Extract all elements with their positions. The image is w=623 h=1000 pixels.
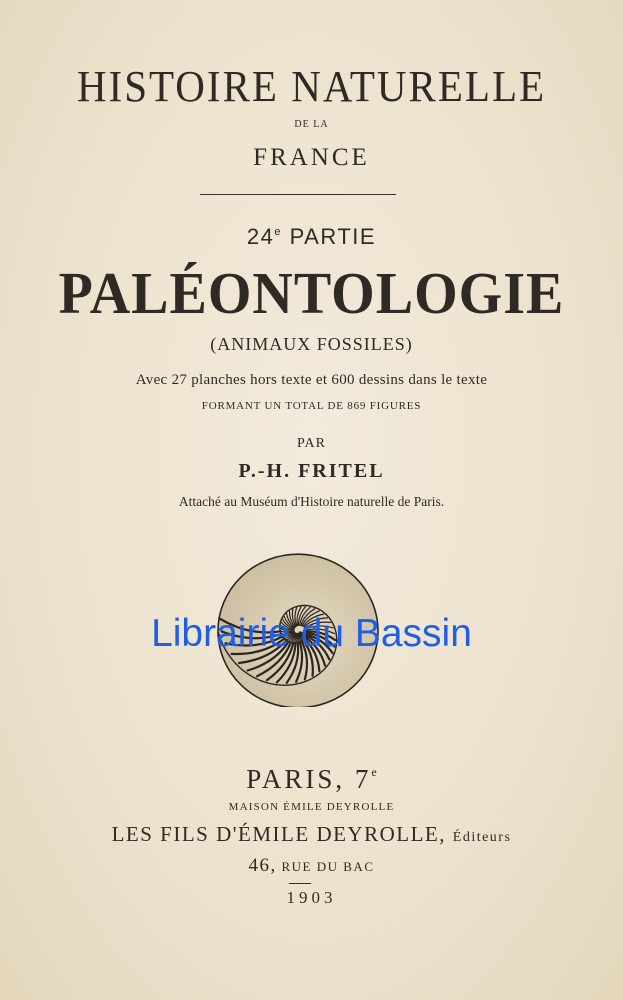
- publisher-role: Éditeurs: [452, 830, 512, 845]
- plates-description: Avec 27 planches hors texte et 600 dessins dans le texte: [135, 372, 488, 388]
- city-suffix: e: [371, 765, 377, 779]
- year-divider: [289, 883, 311, 884]
- bookseller-watermark: Librairie du Bassin: [151, 612, 472, 655]
- by-label: PAR: [297, 436, 326, 451]
- address-number: 46,: [248, 855, 277, 876]
- publication-city: [0, 764, 623, 795]
- author-name: P.-H. FRITEL: [238, 460, 385, 482]
- title-connector: DE LA: [294, 119, 329, 130]
- address-street: RUE DU BAC: [276, 859, 375, 874]
- title-divider: [200, 194, 396, 195]
- figures-total: FORMANT UN TOTAL DE 869 FIGURES: [201, 400, 422, 412]
- part-number: 24: [246, 224, 275, 249]
- publication-year: 1903: [286, 888, 337, 907]
- part-word: PARTIE: [282, 224, 377, 249]
- publishing-house: MAISON ÉMILE DEYROLLE: [228, 801, 395, 813]
- volume-subtitle: (ANIMAUX FOSSILES): [210, 334, 413, 354]
- publisher-address: [0, 855, 623, 877]
- part-number-suffix: e: [274, 226, 283, 238]
- publisher-name: LES FILS D'ÉMILE DEYROLLE,: [111, 822, 453, 846]
- book-title: HISTOIRE NATURELLE: [76, 61, 547, 111]
- city-text: PARIS, 7: [246, 764, 372, 794]
- volume-subject: PALÉONTOLOGIE: [58, 261, 565, 327]
- publisher: [0, 822, 623, 847]
- author-affiliation: Attaché au Muséum d'Histoire naturelle de Paris.: [178, 494, 445, 509]
- part-heading: [0, 224, 623, 250]
- title-country: FRANCE: [253, 144, 370, 171]
